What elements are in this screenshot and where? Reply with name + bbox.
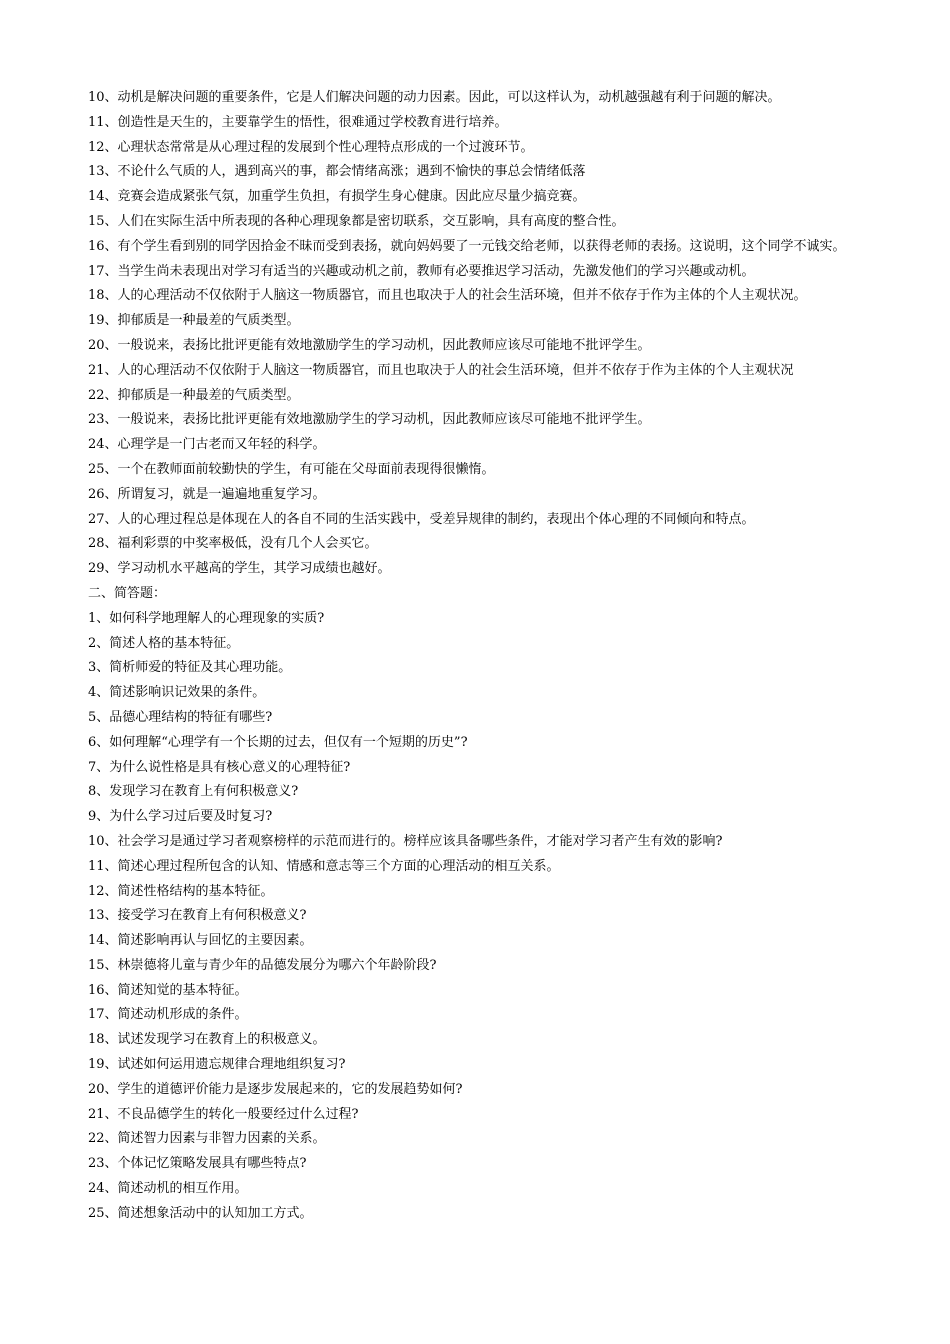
- list-item: 12、简述性格结构的基本特征。: [88, 883, 274, 899]
- list-item: 20、一般说来，表扬比批评更能有效地激励学生的学习动机，因此教师应该尽可能地不批评学生。: [88, 337, 651, 353]
- list-item: 4、简述影响识记效果的条件。: [88, 685, 266, 701]
- list-item: 29、学习动机水平越高的学生，其学习成绩也越好。: [88, 561, 391, 577]
- list-item: 15、人们在实际生活中所表现的各种心理现象都是密切联系，交互影响，具有高度的整合性。: [88, 213, 625, 229]
- list-item: 17、简述动机形成的条件。: [88, 1007, 248, 1023]
- list-item: 10、社会学习是通过学习者观察榜样的示范而进行的。榜样应该具备哪些条件，才能对学习者产生有效的影响?: [88, 833, 723, 849]
- list-item: 25、简述想象活动中的认知加工方式。: [88, 1205, 313, 1221]
- list-item: 26、所谓复习，就是一遍遍地重复学习。: [88, 486, 326, 502]
- list-item: 16、有个学生看到别的同学因拾金不昧而受到表扬，就向妈妈要了一元钱交给老师，以获得老师的表扬。这说明，这个同学不诚实。: [88, 238, 846, 254]
- list-item: 11、简述心理过程所包含的认知、情感和意志等三个方面的心理活动的相互关系。: [88, 858, 560, 874]
- list-item: 27、人的心理过程总是体现在人的各自不同的生活实践中，受差异规律的制约，表现出个体心理的不同倾向和特点。: [88, 511, 755, 527]
- list-item: 20、学生的道德评价能力是逐步发展起来的，它的发展趋势如何?: [88, 1081, 463, 1097]
- list-item: 2、简述人格的基本特征。: [88, 635, 240, 651]
- list-item: 5、品德心理结构的特征有哪些?: [88, 709, 273, 725]
- list-item: 24、简述动机的相互作用。: [88, 1181, 248, 1197]
- document-page: [88, 86, 868, 1227]
- list-item: 6、如何理解“心理学有一个长期的过去，但仅有一个短期的历史”?: [88, 734, 468, 750]
- list-item: 21、人的心理活动不仅依附于人脑这一物质器官，而且也取决于人的社会生活环境，但并不依存于作为主体的个人主观状况: [88, 362, 794, 378]
- judgment-list: [88, 86, 868, 582]
- list-item: 17、当学生尚未表现出对学习有适当的兴趣或动机之前，教师有必要推迟学习活动，先激发他们的学习兴趣或动机。: [88, 263, 755, 279]
- list-item: 1、如何科学地理解人的心理现象的实质?: [88, 610, 325, 626]
- list-item: 24、心理学是一门古老而又年轻的科学。: [88, 437, 326, 453]
- list-item: 23、一般说来，表扬比批评更能有效地激励学生的学习动机，因此教师应该尽可能地不批评学生。: [88, 412, 651, 428]
- list-item: 28、福利彩票的中奖率极低，没有几个人会买它。: [88, 536, 378, 552]
- list-item: 8、发现学习在教育上有何积极意义?: [88, 784, 299, 800]
- list-item: 3、简析师爱的特征及其心理功能。: [88, 660, 292, 676]
- list-item: 7、为什么说性格是具有核心意义的心理特征?: [88, 759, 351, 775]
- list-item: 12、心理状态常常是从心理过程的发展到个性心理特点形成的一个过渡环节。: [88, 139, 534, 155]
- list-item: 9、为什么学习过后要及时复习?: [88, 809, 273, 825]
- list-item: 14、竞赛会造成紧张气氛，加重学生负担，有损学生身心健康。因此应尽量少搞竞赛。: [88, 189, 586, 205]
- list-item: 18、人的心理活动不仅依附于人脑这一物质器官，而且也取决于人的社会生活环境，但并不依存于作为主体的个人主观状况。: [88, 288, 807, 304]
- list-item: 21、不良品德学生的转化一般要经过什么过程?: [88, 1106, 359, 1122]
- list-item: 15、林崇德将儿童与青少年的品德发展分为哪六个年龄阶段?: [88, 957, 437, 973]
- list-item: 11、创造性是天生的，主要靠学生的悟性，很难通过学校教育进行培养。: [88, 114, 508, 130]
- list-item: 23、个体记忆策略发展具有哪些特点?: [88, 1156, 307, 1172]
- list-item: 13、不论什么气质的人，遇到高兴的事，都会情绪高涨；遇到不愉快的事总会情绪低落: [88, 164, 586, 180]
- section-title: 二、简答题：: [88, 585, 167, 601]
- list-item: 22、简述智力因素与非智力因素的关系。: [88, 1131, 326, 1147]
- list-item: 18、试述发现学习在教育上的积极意义。: [88, 1032, 326, 1048]
- list-item: 16、简述知觉的基本特征。: [88, 982, 248, 998]
- short-answer-list: [88, 607, 868, 1227]
- list-item: 14、简述影响再认与回忆的主要因素。: [88, 933, 313, 949]
- list-item: 22、抑郁质是一种最差的气质类型。: [88, 387, 300, 403]
- list-item: 19、试述如何运用遗忘规律合理地组织复习?: [88, 1057, 346, 1073]
- list-item: 13、接受学习在教育上有何积极意义?: [88, 908, 307, 924]
- list-item: 19、抑郁质是一种最差的气质类型。: [88, 313, 300, 329]
- list-item: 10、动机是解决问题的重要条件，它是人们解决问题的动力因素。因此，可以这样认为，动机越强越有利于问题的解决。: [88, 90, 781, 105]
- list-item: 25、一个在教师面前较勤快的学生，有可能在父母面前表现得很懒惰。: [88, 461, 495, 477]
